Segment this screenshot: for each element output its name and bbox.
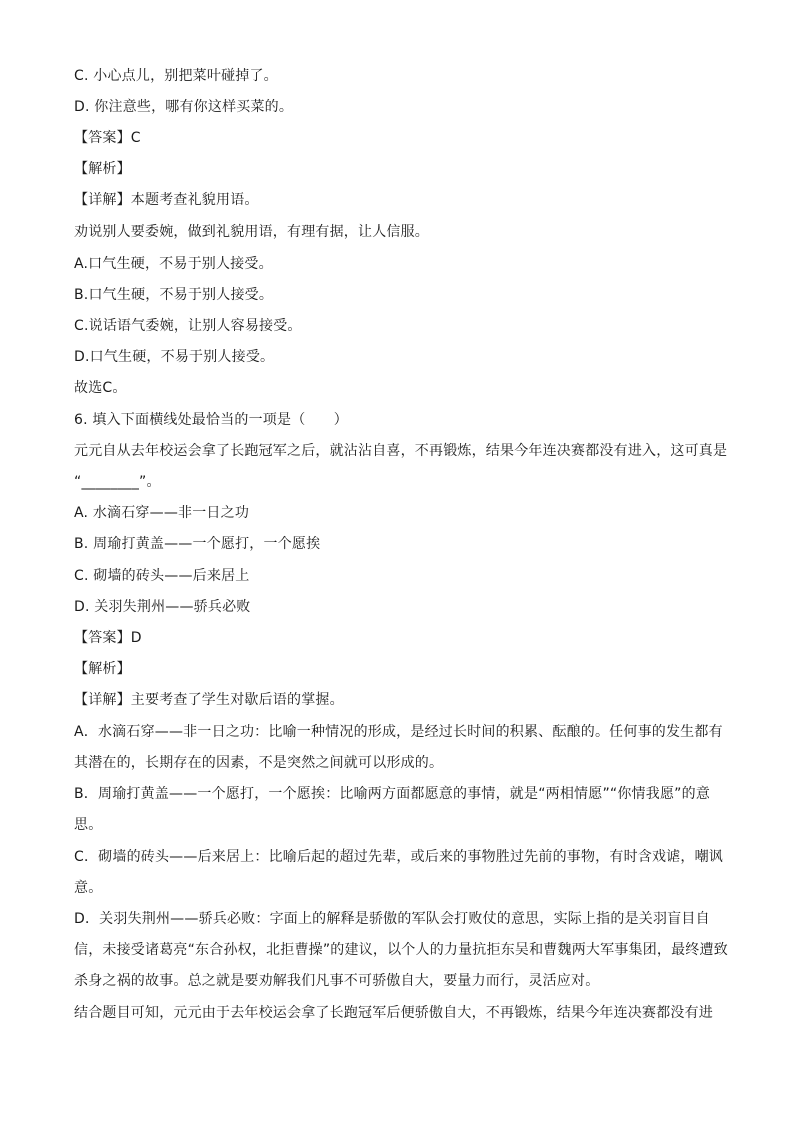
detail-c-line-1: C．砌墙的砖头——后来居上：比喻后起的超过先辈，或后来的事物胜过先前的事物，有时含戏谑，嘲讽	[74, 849, 723, 865]
explanation-c: C.说话语气委婉，让别人容易接受。	[74, 318, 302, 334]
explanation-b: B.口气生硬，不易于别人接受。	[74, 287, 274, 303]
question-6-blank: “________”。	[74, 474, 161, 490]
detail-b-line-2: 思。	[74, 817, 103, 833]
answer-label: 【答案】D	[74, 630, 142, 646]
option-d-line: D. 你注意些，哪有你这样买菜的。	[74, 99, 294, 115]
analysis-label: 【解析】	[74, 161, 131, 177]
detail-c-line-2: 意。	[74, 880, 103, 896]
analysis-label: 【解析】	[74, 661, 131, 677]
detail-paragraph: 劝说别人要委婉，做到礼貌用语，有理有据，让人信服。	[74, 224, 429, 240]
detail-heading: 【详解】主要考查了学生对歇后语的掌握。	[74, 692, 344, 708]
explanation-d: D.口气生硬，不易于别人接受。	[74, 349, 275, 365]
question-6-option-d: D. 关羽失荆州——骄兵必败	[74, 599, 251, 615]
conclusion-line: 故选C。	[74, 380, 127, 396]
detail-d-line-3: 杀身之祸的故事。总之就是要劝解我们凡事不可骄傲自大，要量力而行，灵活应对。	[74, 973, 600, 989]
answer-label: 【答案】C	[74, 130, 141, 146]
conclusion-paragraph: 结合题目可知，元元由于去年校运会拿了长跑冠军后便骄傲自大，不再锻炼，结果今年连决赛都没有进	[74, 1005, 713, 1021]
explanation-a: A.口气生硬，不易于别人接受。	[74, 256, 273, 272]
question-6-option-c: C. 砌墙的砖头——后来居上	[74, 568, 250, 584]
detail-heading: 【详解】本题考查礼貌用语。	[74, 192, 259, 208]
question-6-context: 元元自从去年校运会拿了长跑冠军之后，就沾沾自喜，不再锻炼，结果今年连决赛都没有进入，这可真是	[74, 443, 728, 459]
question-6-stem: 6. 填入下面横线处最恰当的一项是（ ）	[74, 412, 349, 428]
detail-b-line-1: B．周瑜打黄盖——一个愿打，一个愿挨：比喻两方面都愿意的事情，就是“两相情愿”“你情我愿”的意	[74, 786, 711, 802]
detail-d-line-2: 信，未接受诸葛亮“东合孙权，北拒曹操”的建议，以个人的力量抗拒东吴和曹魏两大军事集团，最终遭致	[74, 942, 728, 958]
question-6-option-a: A. 水滴石穿——非一日之功	[74, 505, 250, 521]
option-c-line: C. 小心点儿，别把菜叶碰掉了。	[74, 68, 278, 84]
detail-a-line-1: A．水滴石穿——非一日之功：比喻一种情况的形成，是经过长时间的积累、酝酿的。任何事的发生都有	[74, 724, 723, 740]
question-6-option-b: B. 周瑜打黄盖——一个愿打，一个愿挨	[74, 536, 321, 552]
detail-a-line-2: 其潜在的，长期存在的因素，不是突然之间就可以形成的。	[74, 755, 444, 771]
detail-d-line-1: D．关羽失荆州——骄兵必败：字面上的解释是骄傲的军队会打败仗的意思，实际上指的是关羽盲目自	[74, 911, 710, 927]
